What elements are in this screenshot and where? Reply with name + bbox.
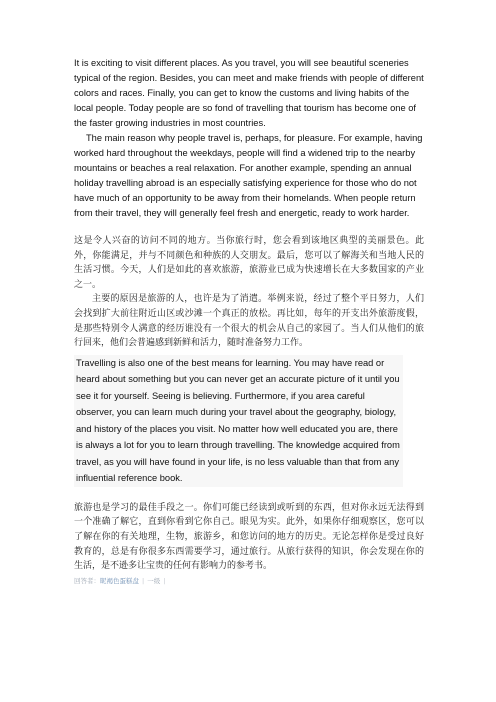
footer-trailing-separator: | [163,576,166,585]
answerer-prefix: 回答者： [74,576,100,585]
chinese-paragraph-1: 这是令人兴奋的访问不同的地方。当你旅行时，您会看到该地区典型的美丽景色。此外，你能满足，并与不同颜色和种族的人交朋友。最后，您可以了解海关和当地人民的生活习惯。今天，人们是如此的喜欢旅游，旅游业已成为快速增长在大多数国家的产业之一。 [74,236,424,290]
footer-separator: | [142,576,145,585]
english-paragraph-1: It is exciting to visit different places. As you travel, you will see beautiful sceneries typical of the region. Besides, you can meet and make friends with people of different colors and races. Finally, you can get to know the customs and living habits of the local people. Today people are so fond of travelling that tourism has become one of the faster growing industries in most countries. [74,58,424,128]
answerer-footer [74,575,424,587]
chinese-paragraph-3: 旅游也是学习的最佳手段之一。你们可能已经读到或听到的东西，但对你永远无法得到一个准确了解它，直到你看到它你自己。眼见为实。此外，如果你仔细观察区，您可以了解在你的有关地理，生物，旅游乡，和您访问的地方的历史。无论怎样你是受过良好教育的，总是有你很多东西需要学习，通过旅行。从旅行获得的知识，你会发现在你的生活，是不逊多让宝贵的任何有影响力的参考书。 [74,502,424,572]
english-section-2 [74,355,403,487]
document-page [74,56,424,587]
chinese-paragraph-2: 主要的原因是旅游的人，也许是为了消遣。举例来说，经过了整个平日努力，人们会找到扩大前往附近山区或沙滩一个真正的放松。再比如，每年的开支出外旅游度假，是那些特别令人满意的经历谁没有一个很大的机会从自己的家园了。当人们从他们的旅行回来，他们会普遍感到新鲜和活力，随时准备努力工作。 [74,294,424,349]
chinese-section-1 [74,234,424,351]
chinese-section-2 [74,501,424,574]
english-paragraph-2: The main reason why people travel is, perhaps, for pleasure. For example, having worked hard throughout the weekdays, people will find a widened trip to the nearby mountains or beaches a real relaxation. For another example, spending an annual holiday travelling abroad is an especially satisfying experience for those who do not have much of an opportunity to be away from their homelands. When people return from their travel, they will generally feel fresh and energetic, ready to work harder. [74,133,423,218]
answerer-username-link[interactable]: 昵褐色蛋糕盘 [100,576,139,585]
answerer-level: 一级 [147,576,161,585]
english-paragraph-3: Travelling is also one of the best means for learning. You may have read or heard about something but you can never get an accurate picture of it until you see it for yourself. Seeing is believing. Furthermore, if you area careful observer, you can learn much during your travel about the geography, biology, and history of the places you visit. No matter how well educated you are, there is always a lot for you to learn through travelling. The knowledge acquired from travel, as you will have found in your life, is no less valuable than that from any influential reference book. [76,357,400,484]
english-section-1 [74,56,424,221]
